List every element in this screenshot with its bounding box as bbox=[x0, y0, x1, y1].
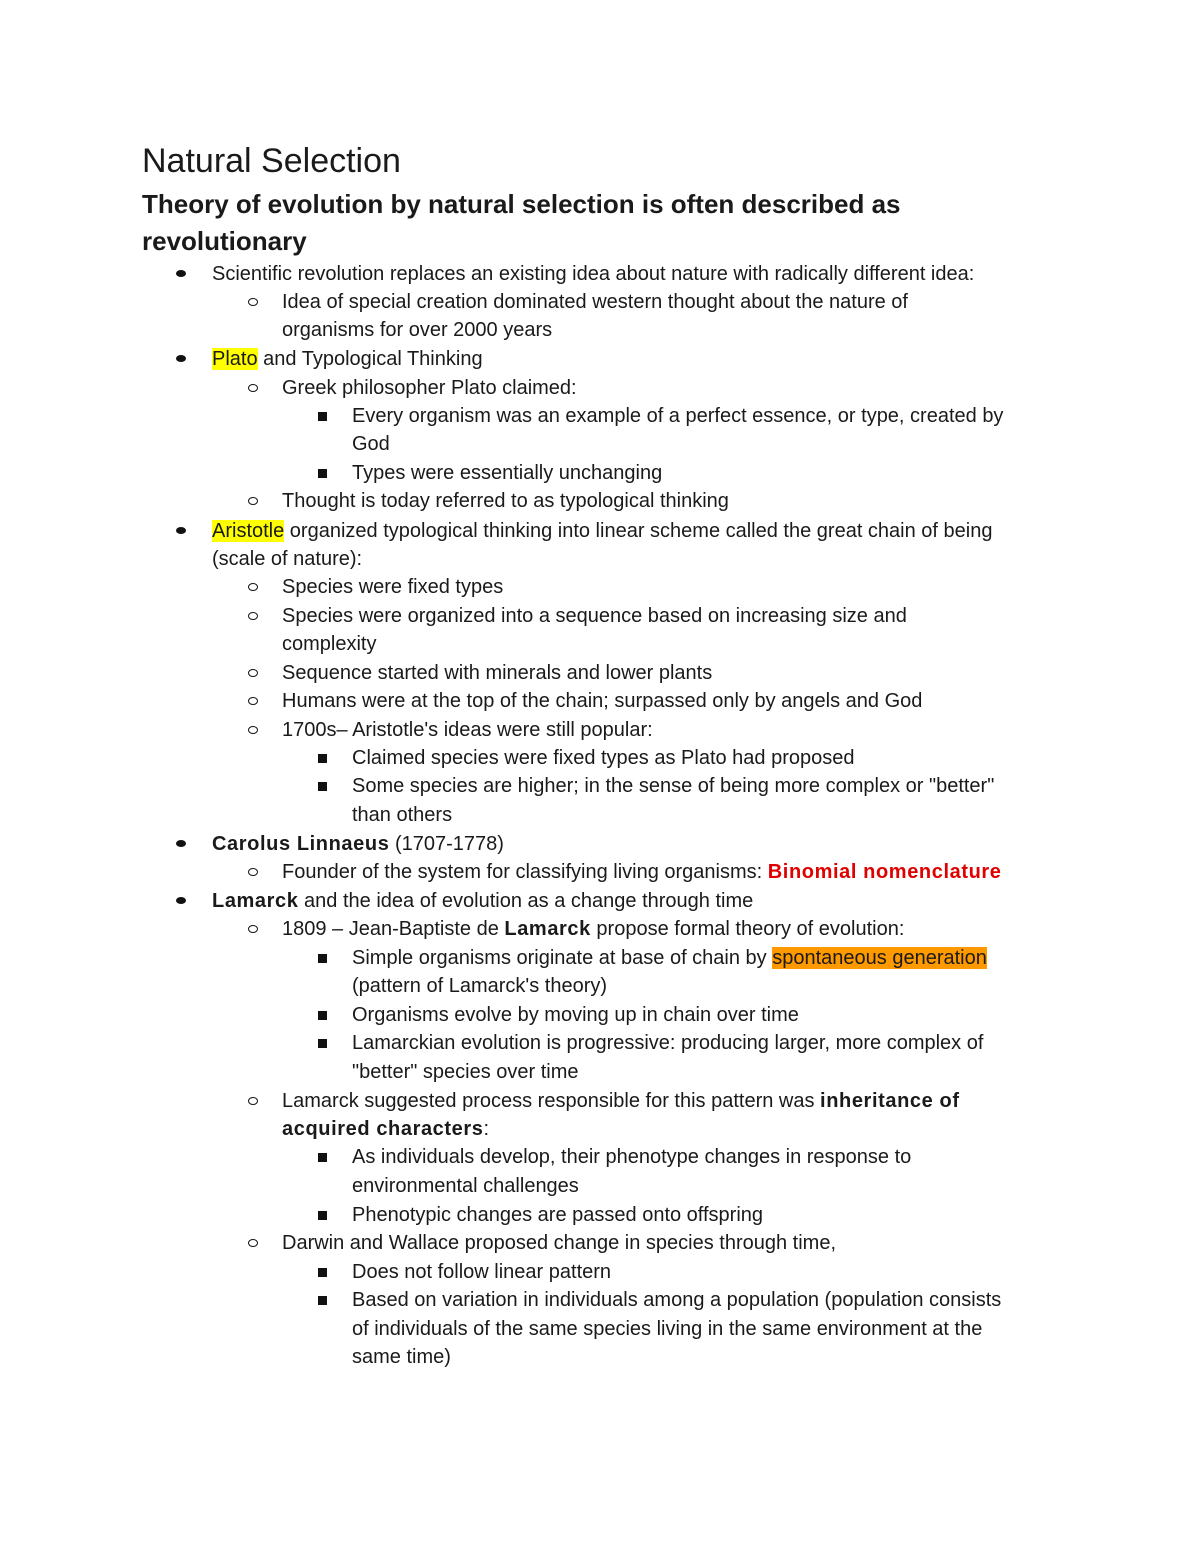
bullet-square-icon bbox=[318, 782, 327, 791]
list-item-continuation bbox=[352, 1172, 579, 1200]
item-text: Does not follow linear pattern bbox=[352, 1261, 612, 1283]
bullet-circle-icon bbox=[248, 583, 258, 591]
list-item bbox=[282, 659, 712, 687]
item-text: Phenotypic changes are passed onto offspring bbox=[352, 1204, 764, 1226]
bold-name: Lamarck bbox=[504, 918, 591, 940]
list-item bbox=[282, 687, 922, 715]
bullet-circle-icon bbox=[248, 669, 258, 677]
list-item bbox=[352, 944, 987, 972]
bullet-circle-icon bbox=[248, 726, 258, 734]
list-item bbox=[282, 487, 729, 515]
list-item-continuation bbox=[212, 545, 362, 573]
list-item bbox=[212, 517, 992, 545]
list-item bbox=[352, 1201, 763, 1229]
item-text: Founder of the system for classifying living organisms: bbox=[282, 861, 768, 883]
item-text: Claimed species were fixed types as Plato had proposed bbox=[352, 747, 855, 769]
item-text: propose formal theory of evolution: bbox=[590, 918, 905, 940]
item-text: 1700s– Aristotle's ideas were still popular: bbox=[282, 719, 653, 741]
bullet-circle-icon bbox=[248, 868, 258, 876]
item-text: Humans were at the top of the chain; surpassed only by angels and God bbox=[282, 690, 923, 712]
bold-term: inheritance of bbox=[820, 1090, 960, 1112]
item-text: 1809 – Jean-Baptiste de bbox=[282, 918, 505, 940]
item-text: complexity bbox=[282, 633, 377, 655]
item-text: Based on variation in individuals among a population (population consists bbox=[352, 1289, 1002, 1311]
item-text: and the idea of evolution as a change through time bbox=[298, 890, 754, 912]
bullet-disc-icon bbox=[176, 355, 186, 362]
item-text: (pattern of Lamarck's theory) bbox=[352, 975, 608, 997]
list-item bbox=[282, 716, 653, 744]
list-item-continuation bbox=[352, 801, 452, 829]
item-text: Lamarckian evolution is progressive: producing larger, more complex of bbox=[352, 1032, 984, 1054]
list-item-continuation bbox=[352, 1343, 451, 1371]
item-text: Types were essentially unchanging bbox=[352, 462, 663, 484]
list-item bbox=[282, 288, 908, 316]
list-item bbox=[282, 573, 503, 601]
item-text: same time) bbox=[352, 1346, 451, 1368]
bullet-square-icon bbox=[318, 1268, 327, 1277]
bullet-circle-icon bbox=[248, 697, 258, 705]
bullet-square-icon bbox=[318, 954, 327, 963]
list-item bbox=[212, 260, 974, 288]
bullet-square-icon bbox=[318, 1011, 327, 1020]
list-item-continuation bbox=[352, 1315, 982, 1343]
bullet-square-icon bbox=[318, 1211, 327, 1220]
item-text: As individuals develop, their phenotype changes in response to bbox=[352, 1146, 912, 1168]
item-text: Species were fixed types bbox=[282, 576, 504, 598]
list-item bbox=[352, 1258, 611, 1286]
bullet-disc-icon bbox=[176, 840, 186, 847]
list-item bbox=[282, 602, 907, 630]
list-item-continuation bbox=[282, 630, 376, 658]
list-item bbox=[352, 1001, 799, 1029]
bullet-square-icon bbox=[318, 412, 327, 421]
item-text: than others bbox=[352, 804, 453, 826]
item-text: (1707-1778) bbox=[389, 833, 504, 855]
list-item bbox=[352, 1143, 911, 1171]
list-item bbox=[352, 1029, 983, 1057]
page-title: Natural Selection bbox=[142, 142, 401, 180]
list-item-continuation bbox=[352, 430, 390, 458]
bullet-square-icon bbox=[318, 1296, 327, 1305]
highlight-spontaneous: spontaneous generation bbox=[772, 947, 987, 969]
item-text: Scientific revolution replaces an existing idea about nature with radically different idea: bbox=[212, 263, 975, 285]
item-text: organisms for over 2000 years bbox=[282, 319, 553, 341]
bullet-circle-icon bbox=[248, 1239, 258, 1247]
list-item bbox=[352, 744, 855, 772]
item-text: Every organism was an example of a perfect essence, or type, created by bbox=[352, 405, 1004, 427]
bullet-square-icon bbox=[318, 754, 327, 763]
item-text: : bbox=[483, 1118, 490, 1140]
item-text: of individuals of the same species living in the same environment at the bbox=[352, 1318, 983, 1340]
highlight-aristotle: Aristotle bbox=[212, 520, 285, 542]
list-item bbox=[352, 459, 662, 487]
list-item bbox=[352, 1286, 1001, 1314]
item-text: Organisms evolve by moving up in chain over time bbox=[352, 1004, 799, 1026]
bullet-circle-icon bbox=[248, 925, 258, 933]
list-item-continuation bbox=[282, 1115, 489, 1143]
item-text: and Typological Thinking bbox=[257, 348, 483, 370]
item-text: organized typological thinking into linear scheme called the great chain of being bbox=[284, 520, 993, 542]
list-item bbox=[282, 858, 1002, 886]
bullet-circle-icon bbox=[248, 384, 258, 392]
highlight-binomial: Binomial nomenclature bbox=[767, 861, 1002, 883]
list-item bbox=[352, 772, 994, 800]
highlight-plato: Plato bbox=[212, 348, 258, 370]
item-text: Idea of special creation dominated western thought about the nature of bbox=[282, 291, 908, 313]
list-item bbox=[282, 1087, 960, 1115]
list-item bbox=[282, 915, 904, 943]
list-item bbox=[352, 402, 1003, 430]
bullet-circle-icon bbox=[248, 1097, 258, 1105]
item-text: environmental challenges bbox=[352, 1175, 579, 1197]
bullet-square-icon bbox=[318, 469, 327, 478]
list-item bbox=[212, 830, 504, 858]
list-item-continuation bbox=[352, 1058, 579, 1086]
list-item-continuation bbox=[282, 316, 552, 344]
bold-name: Lamarck bbox=[212, 890, 299, 912]
list-item bbox=[212, 887, 753, 915]
list-item bbox=[212, 345, 483, 373]
item-text: Some species are higher; in the sense of being more complex or "better" bbox=[352, 775, 995, 797]
item-text: Greek philosopher Plato claimed: bbox=[282, 377, 577, 399]
bullet-disc-icon bbox=[176, 897, 186, 904]
list-item bbox=[282, 1229, 836, 1257]
bullet-circle-icon bbox=[248, 497, 258, 505]
bullet-disc-icon bbox=[176, 270, 186, 277]
item-text: Darwin and Wallace proposed change in species through time, bbox=[282, 1232, 837, 1254]
bullet-square-icon bbox=[318, 1153, 327, 1162]
bold-term: acquired characters bbox=[282, 1118, 484, 1140]
item-text: "better" species over time bbox=[352, 1061, 579, 1083]
page-subtitle: Theory of evolution by natural selection is often described as revolutionary bbox=[142, 189, 901, 256]
item-text: God bbox=[352, 433, 390, 455]
item-text: Thought is today referred to as typological thinking bbox=[282, 490, 729, 512]
bold-name: Carolus Linnaeus bbox=[212, 833, 390, 855]
list-item-continuation bbox=[352, 972, 607, 1000]
list-item bbox=[282, 374, 577, 402]
item-text: Sequence started with minerals and lower plants bbox=[282, 662, 713, 684]
item-text: Species were organized into a sequence based on increasing size and bbox=[282, 605, 907, 627]
item-text: Lamarck suggested process responsible for this pattern was bbox=[282, 1090, 821, 1112]
bullet-circle-icon bbox=[248, 612, 258, 620]
bullet-circle-icon bbox=[248, 298, 258, 306]
item-text: (scale of nature): bbox=[212, 548, 363, 570]
bullet-square-icon bbox=[318, 1039, 327, 1048]
item-text: Simple organisms originate at base of chain by bbox=[352, 947, 773, 969]
bullet-disc-icon bbox=[176, 527, 186, 534]
